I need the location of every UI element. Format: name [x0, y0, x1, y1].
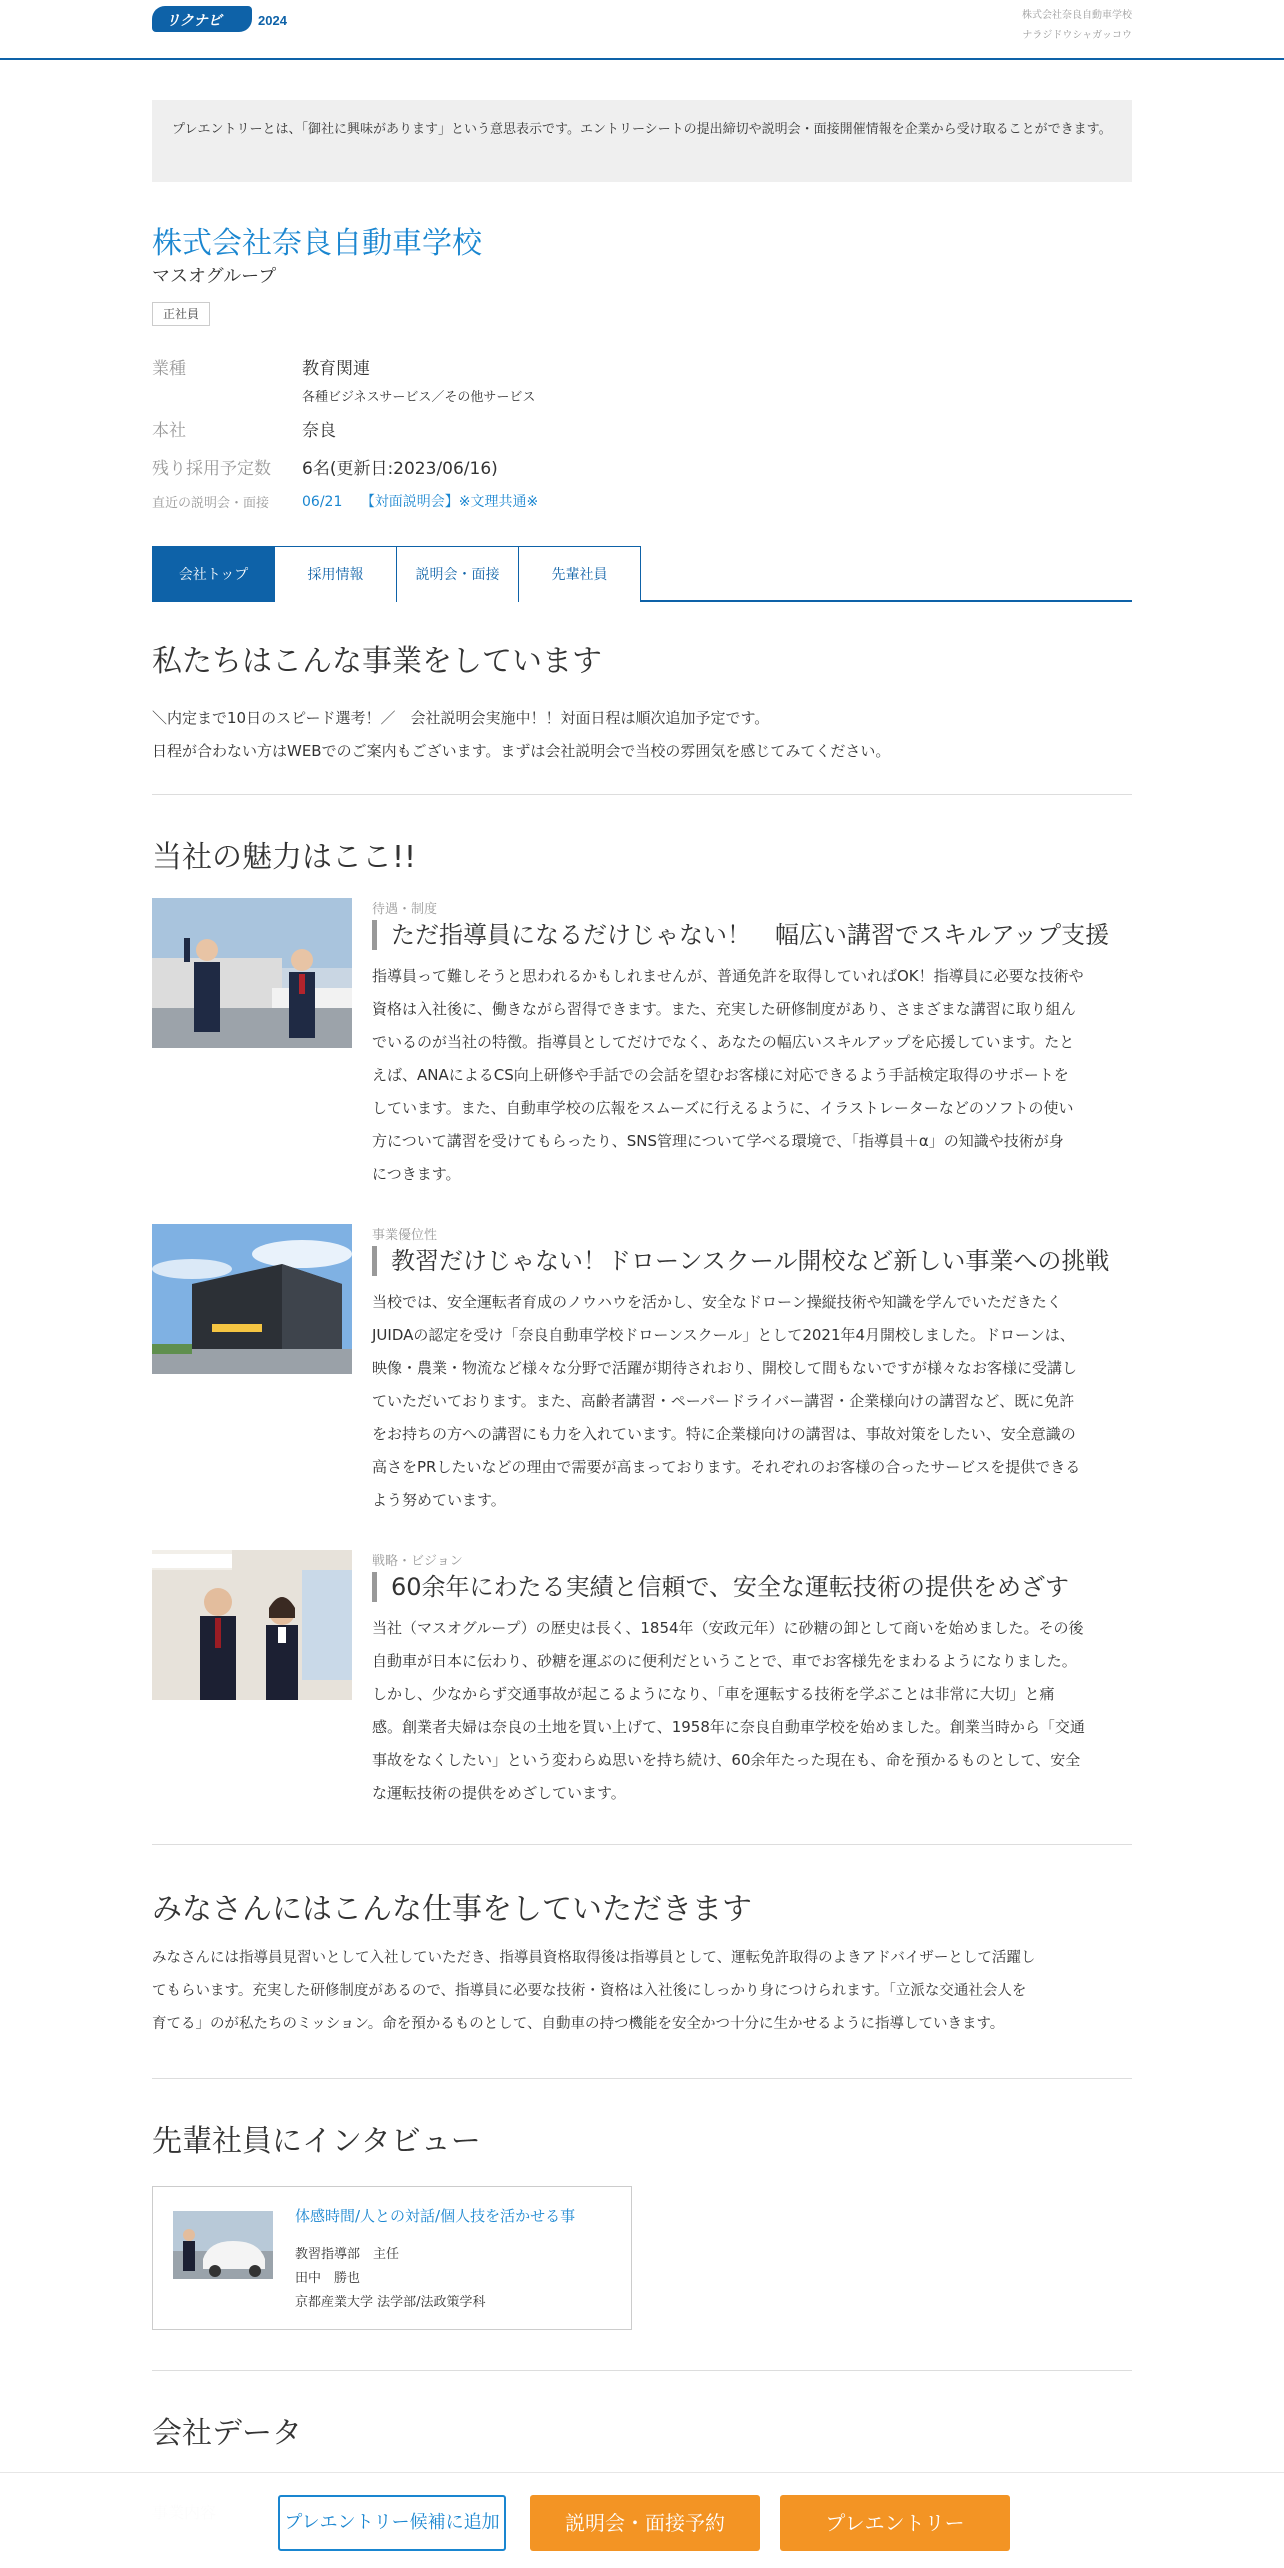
next-event-date[interactable]: 06/21: [302, 494, 343, 510]
business-line-2: 日程が合わない方はWEBでのご案内もございます。まずは会社説明会で当校の雰囲気を感じてみてください。: [152, 742, 891, 760]
feature-body-line: JUIDAの認定を受け「奈良自動車学校ドローンスクール」として2021年4月開校しました。ドローンは、: [372, 1326, 1075, 1344]
remaining-value: 6名(更新日:2023/06/16): [302, 459, 498, 479]
industry-value: 教育関連: [302, 359, 370, 379]
feature-category: 戦略・ビジョン: [372, 1554, 463, 1569]
tab-recruit-info[interactable]: 採用情報: [274, 546, 397, 602]
feature-body-line: 指導員って難しそうと思われるかもしれませんが、普通免許を取得していればOK！指導員に必要な技術や: [372, 967, 1084, 985]
add-preentry-candidate-button[interactable]: プレエントリー候補に追加: [278, 2495, 506, 2551]
industry-label: 業種: [152, 359, 186, 379]
rikunabi-logo[interactable]: [152, 6, 302, 32]
interview-photo: [173, 2211, 273, 2279]
feature-body-line: 映像・農業・物流など様々な分野で活躍が期待されおり、開校して間もないですが様々なお客様に受講し: [372, 1359, 1078, 1377]
business-heading: 私たちはこんな事業をしています: [152, 644, 602, 679]
feature-photo-building: [152, 1224, 352, 1374]
feature-body-line: につきます。: [372, 1165, 461, 1183]
interview-name: 田中 勝也: [295, 2271, 361, 2286]
tab-seminar-interview[interactable]: 説明会・面接: [396, 546, 519, 602]
hq-value: 奈良: [302, 421, 336, 441]
next-event-label: 直近の説明会・面接: [152, 496, 270, 511]
site-header: [0, 0, 1284, 60]
next-event-text[interactable]: 【対面説明会】※文理共通※: [360, 494, 539, 510]
next-event-link[interactable]: [302, 491, 538, 511]
divider: [152, 2370, 1132, 2371]
feature-body-line: 事故をなくしたい」という変わらぬ思いを持ち続け、60余年たった現在も、命を預かるものとして、安全: [372, 1751, 1081, 1769]
work-line-1: みなさんには指導員見習いとして入社していただき、指導員資格取得後は指導員として、運転免許取得のよきアドバイザーとして活躍し: [152, 1950, 1036, 1966]
feature-body-line: しかし、少なからず交通事故が起こるようになり、「車を運転する技術を学ぶことは非常に大切」と痛: [372, 1685, 1055, 1703]
feature-body-line: 当校では、安全運転者育成のノウハウを活かし、安全なドローン操縦技術や知識を学んでいただきたく: [372, 1293, 1062, 1311]
divider: [152, 794, 1132, 795]
feature-photo-staff: [152, 1550, 352, 1700]
feature-body: [372, 960, 1132, 1191]
header-company-kana: ナラジドウシャガッコウ: [1022, 30, 1132, 41]
feature-title: 60余年にわたる実績と信頼で、安全な運転技術の提供をめざす: [372, 1572, 1069, 1602]
interview-school: 京都産業大学 法学部/法政策学科: [295, 2295, 486, 2310]
feature-title: 教習だけじゃない！ドローンスクール開校など新しい事業への挑戦: [372, 1246, 1109, 1276]
business-line-1: ＼内定まで10日のスピード選考！／ 会社説明会実施中！！対面日程は順次追加予定です。: [152, 709, 770, 727]
company-name: 株式会社奈良自動車学校: [152, 226, 482, 261]
feature-body-line: な運転技術の提供をめざしています。: [372, 1784, 626, 1802]
logo-text: リクナビ: [166, 12, 222, 28]
divider: [152, 1844, 1132, 1845]
feature-body-line: 当社（マスオグループ）の歴史は長く、1854年（安政元年）に砂糖の卸として商いを始めました。その後: [372, 1619, 1084, 1637]
header-company-name: 株式会社奈良自動車学校: [1022, 10, 1132, 21]
feature-body-line: 資格は入社後に、働きながら習得できます。また、充実した研修制度があり、さまざまな講習に取り組ん: [372, 1000, 1076, 1018]
feature-body: [372, 1612, 1132, 1810]
preentry-button[interactable]: プレエントリー: [780, 2495, 1010, 2551]
reserve-seminar-button[interactable]: 説明会・面接予約: [530, 2495, 760, 2551]
feature-title: ただ指導員になるだけじゃない！ 幅広い講習でスキルアップ支援: [372, 920, 1109, 950]
feature-body-line: 自動車が日本に伝わり、砂糖を運ぶのに便利だということで、車でお客様先をまわるようになりました。: [372, 1652, 1077, 1670]
preentry-notice: プレエントリーとは、「御社に興味があります」という意思表示です。エントリーシートの提出締切や説明会・面接開催情報を企業から受け取ることができます。: [152, 100, 1132, 182]
work-heading: みなさんにはこんな仕事をしていただきます: [152, 1892, 752, 1927]
logo-year: 2024: [258, 13, 287, 28]
appeal-heading: 当社の魅力はここ!!: [152, 840, 417, 875]
tab-company-top[interactable]: 会社トップ: [152, 546, 275, 602]
feature-category: 事業優位性: [372, 1228, 438, 1243]
feature-body-line: 方について講習を受けてもらったり、SNS管理について学べる環境で、「指導員＋α」の知識や技術が身: [372, 1132, 1064, 1150]
interview-card[interactable]: [152, 2186, 632, 2330]
company-data-heading: 会社データ: [152, 2416, 302, 2451]
hq-label: 本社: [152, 421, 186, 441]
tab-senior-staff[interactable]: 先輩社員: [518, 546, 641, 602]
feature-body-line: 高さをPRしたいなどの理由で需要が高まっております。それぞれのお客様の合ったサービスを提供できる: [372, 1458, 1081, 1476]
interview-role: 教習指導部 主任: [295, 2247, 400, 2262]
work-line-2: てもらいます。充実した研修制度があるので、指導員に必要な技術・資格は入社後にしっかり身につけられます。「立派な交通社会人を: [152, 1983, 1027, 1999]
feature-body-line: でいるのが当社の特徴。指導員としてだけでなく、あなたの幅広いスキルアップを応援しています。たと: [372, 1033, 1075, 1051]
feature-body-line: よう努めています。: [372, 1491, 506, 1509]
company-tabs: [152, 546, 1132, 602]
bottom-action-bar: [0, 2472, 1284, 2568]
industry-sub: 各種ビジネスサービス／その他サービス: [302, 390, 536, 405]
feature-body-line: をお持ちの方への講習にも力を入れています。特に企業様向けの講習は、事故対策をしたい、安全意識の: [372, 1425, 1076, 1443]
feature-category: 待遇・制度: [372, 902, 438, 917]
divider: [152, 2078, 1132, 2079]
company-group: マスオグループ: [152, 266, 277, 287]
feature-body-line: 感。創業者夫婦は奈良の土地を買い上げて、1958年に奈良自動車学校を始めました。創業当時から「交通: [372, 1718, 1085, 1736]
interview-heading: 先輩社員にインタビュー: [152, 2124, 481, 2159]
feature-body-line: ていただいております。また、高齢者講習・ペーパードライバー講習・企業様向けの講習など、既に免許: [372, 1392, 1075, 1410]
interview-title-link[interactable]: 体感時間/人との対話/個人技を活かせる事: [295, 2207, 576, 2225]
feature-body: [372, 1286, 1132, 1517]
feature-body-line: しています。また、自動車学校の広報をスムーズに行えるように、イラストレーターなどのソフトの使い: [372, 1099, 1074, 1117]
employment-type-badge: 正社員: [152, 302, 210, 326]
feature-photo-instructors: [152, 898, 352, 1048]
header-company-info: [1022, 6, 1132, 46]
remaining-label: 残り採用予定数: [152, 459, 271, 479]
feature-body-line: えば、ANAによるCS向上研修や手話での会話を望むお客様に対応できるよう手話検定取得のサポートを: [372, 1066, 1069, 1084]
work-line-3: 育てる」のが私たちのミッション。命を預かるものとして、自動車の持つ機能を安全かつ十分に生かせるように指導していきます。: [152, 2016, 1005, 2032]
